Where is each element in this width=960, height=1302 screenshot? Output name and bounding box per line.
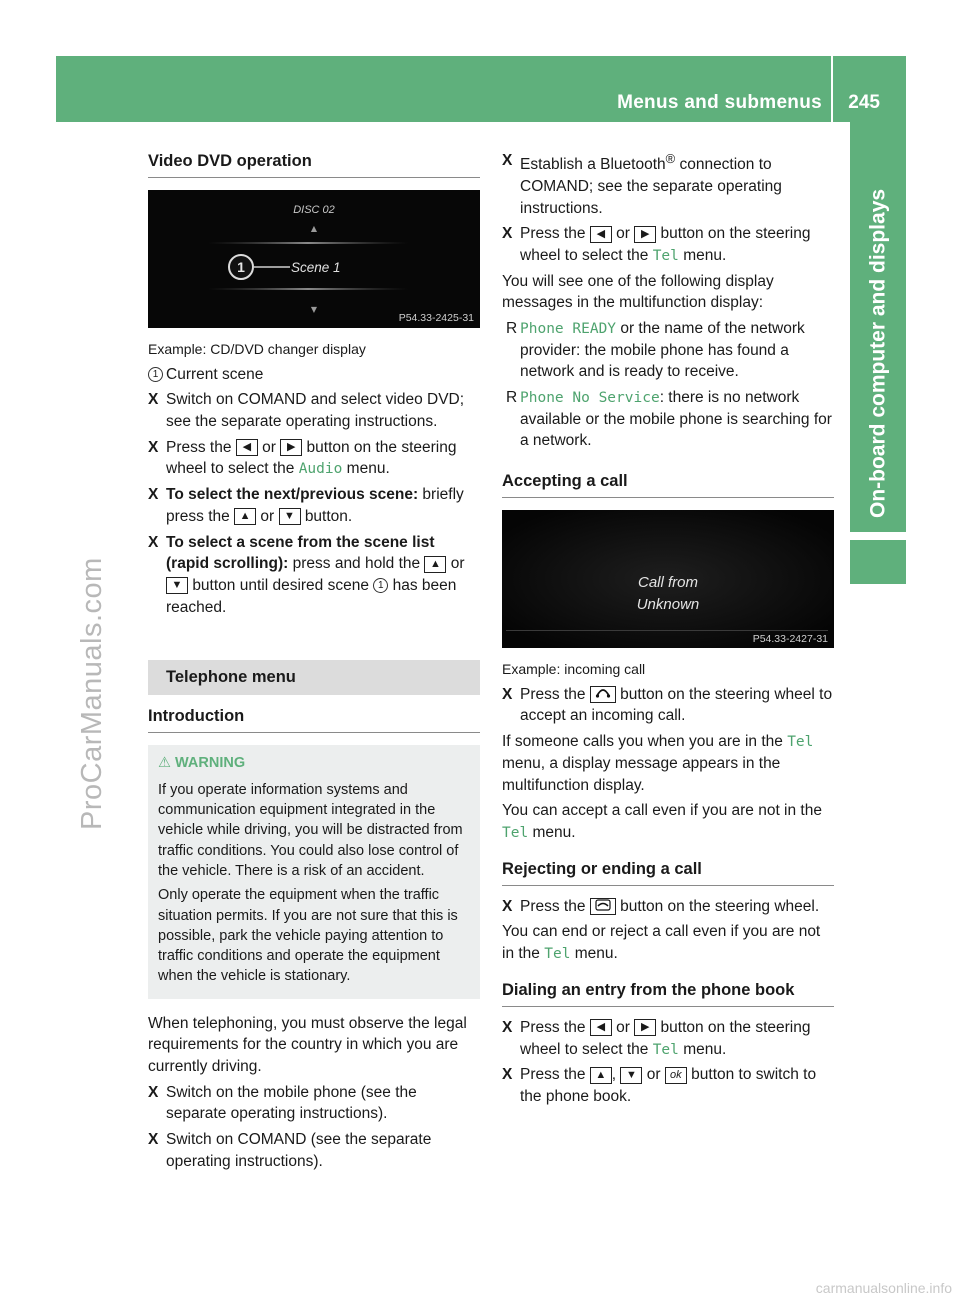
down-button-icon: ▼ xyxy=(620,1067,642,1084)
step-text: connection to COMAND; see the separate operating instructions. xyxy=(520,156,782,217)
message-phone-ready: Phone READY xyxy=(520,320,617,337)
callout-1-icon: 1 xyxy=(148,367,163,382)
step-text: Press the xyxy=(166,438,232,456)
step-text: button until desired scene xyxy=(192,576,369,594)
step-text: or xyxy=(260,507,275,525)
down-button-icon: ▼ xyxy=(166,577,188,594)
legend-text: Current scene xyxy=(166,365,264,383)
up-button-icon: ▲ xyxy=(424,556,446,573)
incoming-call-graphic xyxy=(502,510,832,648)
dvd-display-graphic xyxy=(148,190,480,328)
step-arrow-icon: X xyxy=(148,1131,159,1149)
page-number: 245 xyxy=(848,92,880,113)
image-code: P54.33-2425-31 xyxy=(398,312,474,325)
step-arrow-icon: X xyxy=(502,1018,513,1036)
step-text: menu. xyxy=(683,246,727,264)
step-text: Switch on COMAND and select video DVD; see the separate operating instructions. xyxy=(166,391,465,431)
right-column xyxy=(502,150,834,1112)
up-button-icon: ▲ xyxy=(234,508,256,525)
step-text: button to switch to the phone book. xyxy=(520,1066,817,1105)
warning-icon: ⚠ xyxy=(158,755,171,772)
header-bar xyxy=(56,56,906,122)
bullet-text: : there is no network available or the mobile phone is searching for a network. xyxy=(520,389,832,450)
step-text: Establish a Bluetooth xyxy=(520,156,666,174)
warning-paragraph: If you operate information systems and communication equipment integrated in the vehicle while driving, you will be distracted from traffic conditions. You could also lose control of the vehicle. There is a risk of an accident. xyxy=(158,781,463,879)
menu-name-tel: Tel xyxy=(787,734,814,751)
step-arrow-icon: X xyxy=(502,1066,513,1084)
menu-name-tel: Tel xyxy=(544,946,571,963)
left-button-icon: ◀ xyxy=(590,226,612,243)
step-text: press and hold the xyxy=(292,555,421,573)
watermark-bottom: carmanualsonline.info xyxy=(815,1280,952,1296)
menu-name-tel: Tel xyxy=(652,1041,679,1058)
section-heading-accepting-call: Accepting a call xyxy=(502,470,834,498)
image-code: P54.33-2427-31 xyxy=(752,632,828,645)
step-text: button on the steering wheel to accept an incoming call. xyxy=(520,685,833,725)
watermark-left: ProCarManuals.com xyxy=(76,557,108,830)
step-text: or xyxy=(262,438,276,456)
instruction-step xyxy=(502,1017,834,1060)
step-arrow-icon: X xyxy=(148,438,159,456)
bullet-item xyxy=(502,387,834,452)
step-text: menu. xyxy=(683,1040,727,1058)
instruction-step xyxy=(502,223,834,266)
incoming-call-display-image xyxy=(502,510,834,648)
callout-1-icon: 1 xyxy=(373,578,388,593)
right-button-icon: ▶ xyxy=(280,439,302,456)
phone-end-button-icon xyxy=(590,898,616,915)
step-text: or xyxy=(646,1066,661,1084)
paragraph-text: You can end or reject a call even if you are not in the xyxy=(502,923,821,963)
section-heading-rejecting-call: Rejecting or ending a call xyxy=(502,858,834,886)
step-text: Press the xyxy=(520,1066,586,1084)
step-text: menu. xyxy=(346,460,390,478)
bullet-item xyxy=(502,318,834,383)
paragraph xyxy=(502,731,834,796)
left-button-icon: ◀ xyxy=(590,1019,612,1036)
ok-button-icon: ok xyxy=(665,1067,687,1084)
warning-title-text: WARNING xyxy=(175,755,246,772)
step-text: or xyxy=(616,225,630,243)
step-text: , xyxy=(611,1066,617,1084)
down-marker-icon: ▼ xyxy=(310,305,318,315)
instruction-step xyxy=(148,1082,480,1125)
disc-label: DISC 02 xyxy=(293,204,335,217)
menu-name-audio: Audio xyxy=(298,461,343,478)
paragraph-text: You can accept a call even if you are not in the xyxy=(502,802,822,820)
step-bold-text: To select a scene from the scene list (rapid scrolling): xyxy=(166,533,435,573)
call-from-label: Call from xyxy=(637,574,699,592)
warning-box xyxy=(148,745,480,998)
step-text: briefly press the xyxy=(166,486,464,525)
step-text: button on the steering wheel. xyxy=(620,897,820,915)
scene-label: Scene 1 xyxy=(291,260,341,276)
dvd-display-image xyxy=(148,190,480,328)
side-tab-label: On-board computer and displays xyxy=(866,188,890,518)
step-arrow-icon: X xyxy=(502,152,513,169)
right-button-icon: ▶ xyxy=(634,1019,656,1036)
paragraph: When telephoning, you must observe the legal requirements for the country in which you are currently driving. xyxy=(148,1014,467,1076)
right-button-icon: ▶ xyxy=(634,226,656,243)
image-caption: Example: CD/DVD changer display xyxy=(148,341,366,358)
phone-accept-button-icon xyxy=(590,686,616,703)
instruction-step xyxy=(502,150,834,219)
paragraph-text: menu. xyxy=(574,945,618,963)
header-title: Menus and submenus xyxy=(617,92,822,113)
step-text: button. xyxy=(304,507,353,525)
instruction-step xyxy=(148,1129,480,1172)
message-phone-no-service: Phone No Service xyxy=(520,390,660,407)
instruction-step xyxy=(502,1064,834,1107)
menu-name-tel: Tel xyxy=(502,824,529,841)
instruction-step xyxy=(148,532,480,619)
section-heading-telephone-menu: Telephone menu xyxy=(148,660,480,695)
step-arrow-icon: X xyxy=(148,391,159,409)
instruction-step xyxy=(148,437,480,480)
step-text: or xyxy=(616,1018,630,1036)
paragraph xyxy=(502,800,834,843)
left-button-icon: ◀ xyxy=(236,439,258,456)
step-text: Press the xyxy=(520,685,586,703)
phone-icon xyxy=(595,687,611,699)
warning-title xyxy=(158,753,470,773)
step-arrow-icon: X xyxy=(502,685,513,703)
bullet-icon: R xyxy=(506,319,518,337)
section-heading-dialing-phone-book: Dialing an entry from the phone book xyxy=(502,979,834,1007)
step-text: Press the xyxy=(520,1018,586,1036)
step-arrow-icon: X xyxy=(148,486,159,504)
step-text: Press the xyxy=(520,897,586,915)
left-column xyxy=(148,150,480,1177)
step-text: or xyxy=(450,555,465,573)
section-heading-introduction: Introduction xyxy=(148,705,480,733)
current-scene-marker-number: 1 xyxy=(237,259,245,276)
step-bold-text: To select the next/previous scene: xyxy=(166,486,419,504)
step-arrow-icon: X xyxy=(502,225,513,243)
up-button-icon: ▲ xyxy=(590,1067,612,1084)
instruction-step xyxy=(502,896,834,918)
step-text: button on the steering wheel to select the xyxy=(520,225,811,264)
legend-current-scene xyxy=(148,364,480,386)
registered-mark: ® xyxy=(665,151,676,166)
paragraph: You will see one of the following display messages in the multifunction display: xyxy=(502,272,774,312)
step-text: Press the xyxy=(520,225,586,243)
step-text: Switch on COMAND (see the separate operating instructions). xyxy=(166,1131,432,1170)
section-heading-video-dvd: Video DVD operation xyxy=(148,150,480,178)
bullet-text: or the name of the network provider: the mobile phone has found a network and is ready to receive. xyxy=(520,319,805,381)
step-arrow-icon: X xyxy=(148,1083,159,1101)
step-text: Switch on the mobile phone (see the separate operating instructions). xyxy=(166,1083,417,1123)
paragraph-text: If someone calls you when you are in the xyxy=(502,733,783,751)
menu-name-tel: Tel xyxy=(652,247,679,264)
up-marker-icon: ▲ xyxy=(310,224,318,234)
bullet-icon: R xyxy=(506,389,518,407)
side-marker-block xyxy=(850,540,906,584)
down-button-icon: ▼ xyxy=(279,508,301,525)
caller-name-label: Unknown xyxy=(636,596,700,614)
step-text: has been reached. xyxy=(166,576,457,616)
step-arrow-icon: X xyxy=(148,533,159,551)
step-arrow-icon: X xyxy=(502,897,513,915)
paragraph-text: menu. xyxy=(532,823,576,841)
paragraph xyxy=(502,921,834,964)
step-text: button on the steering wheel to select the xyxy=(166,438,457,478)
instruction-step xyxy=(148,389,480,432)
paragraph-text: menu, a display message appears in the multifunction display. xyxy=(502,754,781,794)
header-divider xyxy=(831,56,833,122)
step-text: button on the steering wheel to select the xyxy=(520,1018,811,1058)
hang-up-icon xyxy=(595,899,611,911)
instruction-step xyxy=(148,484,480,527)
image-caption: Example: incoming call xyxy=(502,661,646,678)
instruction-step xyxy=(502,684,834,727)
warning-paragraph: Only operate the equipment when the traffic situation permits. If you are not sure that this is possible, park the vehicle paying attention to traffic conditions and operate the equipment when the vehicle is stationary. xyxy=(158,887,458,985)
